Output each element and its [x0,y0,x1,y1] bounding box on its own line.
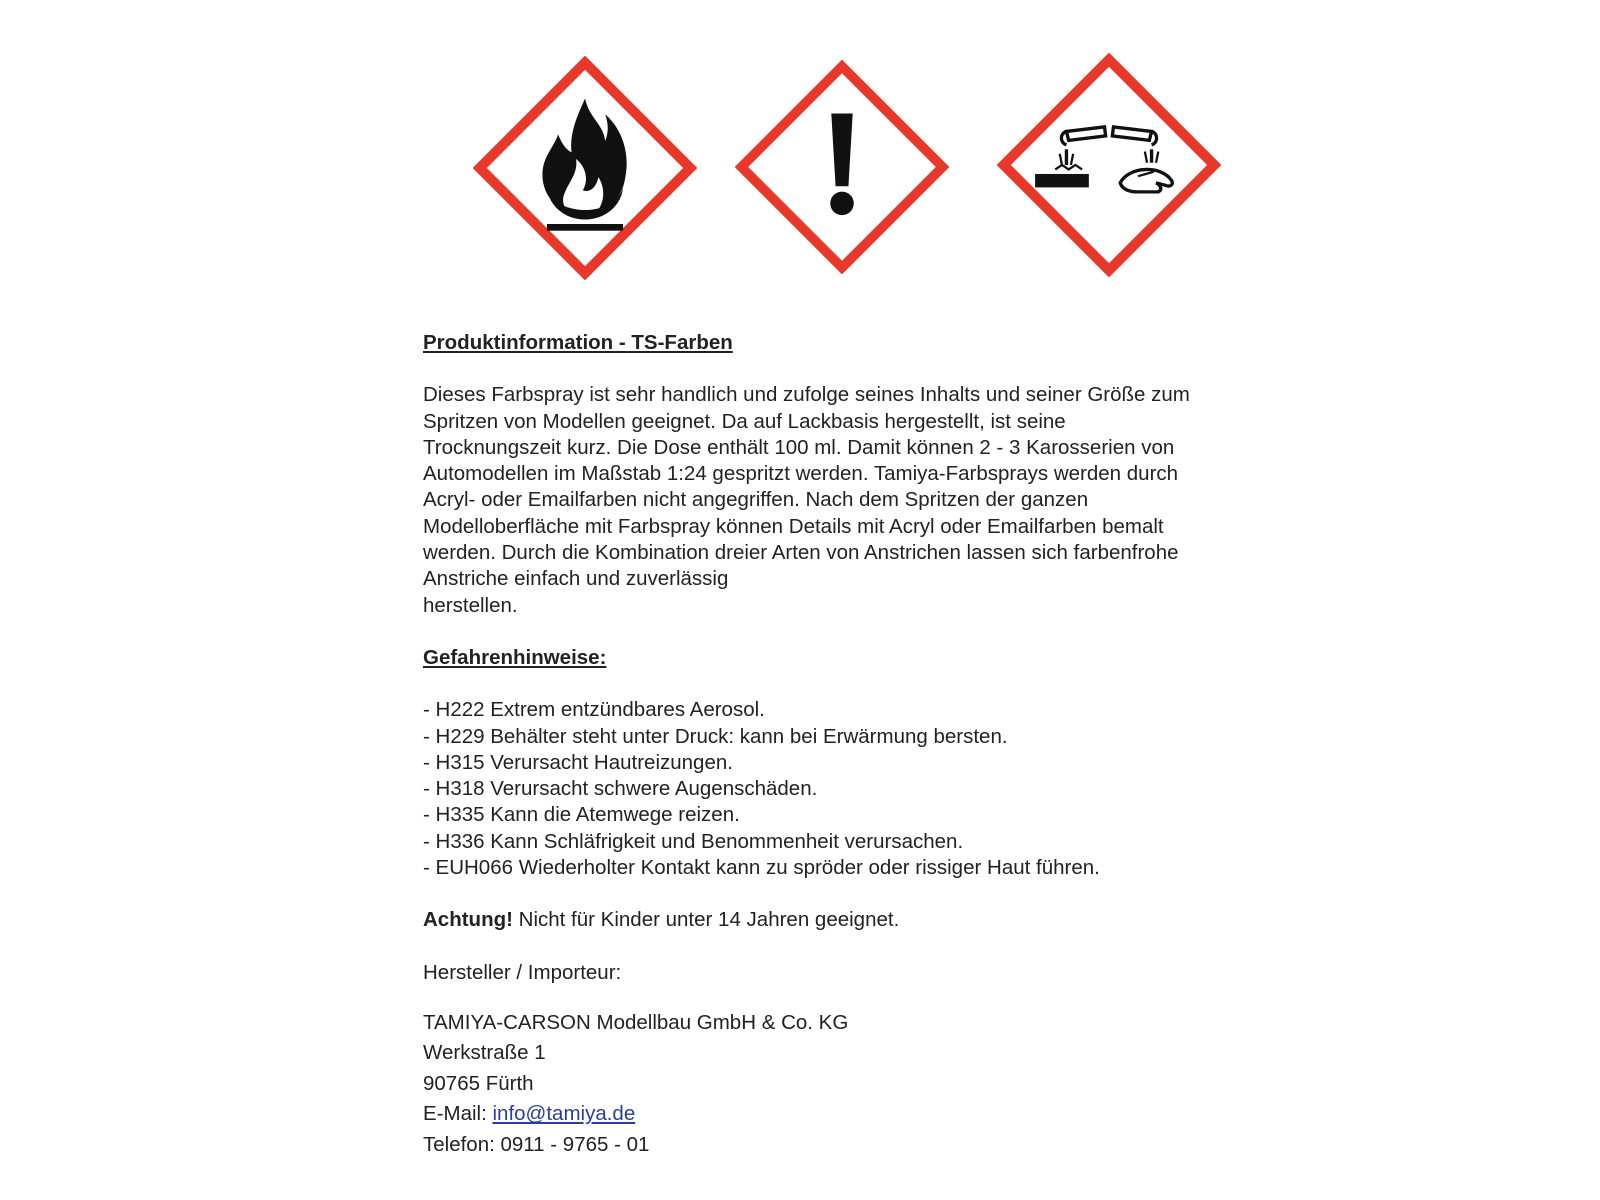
description-line: Dieses Farbspray ist sehr handlich und zufolge seines Inhalts und seiner Größe zum [423,383,1190,407]
corrosion-icon [997,53,1221,277]
description-line: werden. Durch die Kombination dreier Arten von Anstrichen lassen sich farbenfrohe [423,541,1179,565]
description-line: Anstriche einfach und zuverlässig [423,567,729,591]
hazard-item: - H315 Verursacht Hautreizungen. [423,750,733,774]
phone-line: Telefon: 0911 - 9765 - 01 [423,1132,650,1156]
description-line: Trocknungszeit kurz. Die Dose enthält 100 ml. Damit können 2 - 3 Karosserien von [423,435,1175,459]
description-line: herstellen. [423,593,518,617]
exclamation-pictogram [735,60,949,274]
flame-icon [473,56,697,280]
product-description [423,382,1323,619]
hazard-pictograms [0,0,1600,290]
hazards-heading: Gefahrenhinweise: [423,645,607,669]
hazard-item: - H336 Kann Schläfrigkeit und Benommenheit verursachen. [423,829,964,853]
email-link[interactable]: info@tamiya.de [492,1102,636,1126]
hazard-item: - H318 Verursacht schwere Augenschäden. [423,777,818,801]
corrosion-pictogram [997,53,1221,277]
document-body [423,330,1323,1160]
hazard-item: - H335 Kann die Atemwege reizen. [423,803,740,827]
flame-pictogram [473,56,697,280]
hazard-item: - H229 Behälter steht unter Druck: kann bei Erwärmung bersten. [423,724,1008,748]
warning-label: Achtung! [423,908,513,932]
warning-text: Nicht für Kinder unter 14 Jahren geeignet. [512,908,900,932]
product-heading: Produktinformation - TS-Farben [423,331,733,354]
description-line: Automodellen im Maßstab 1:24 gespritzt werden. Tamiya-Farbsprays werden durch [423,462,1179,486]
hazard-item: - EUH066 Wiederholter Kontakt kann zu spröder oder rissiger Haut führen. [423,856,1100,880]
email-label: E-Mail: [423,1102,493,1126]
manufacturer-label: Hersteller / Importeur: [423,960,622,984]
warning-notice [423,907,1323,933]
manufacturer-contact [423,1008,1323,1161]
description-line: Modelloberfläche mit Farbspray können Details mit Acryl oder Emailfarben bemalt [423,514,1164,538]
hazard-list [423,697,1323,881]
company-name: TAMIYA-CARSON Modellbau GmbH & Co. KG [423,1010,849,1034]
description-line: Spritzen von Modellen geeignet. Da auf Lackbasis hergestellt, ist seine [423,409,1066,433]
email-line [423,1099,1323,1130]
city-address: 90765 Fürth [423,1071,534,1095]
description-line: Acryl- oder Emailfarben nicht angegriffen. Nach dem Spritzen der ganzen [423,488,1089,512]
street-address: Werkstraße 1 [423,1041,546,1065]
hazard-item: - H222 Extrem entzündbares Aerosol. [423,698,765,722]
exclamation-icon [735,60,949,274]
